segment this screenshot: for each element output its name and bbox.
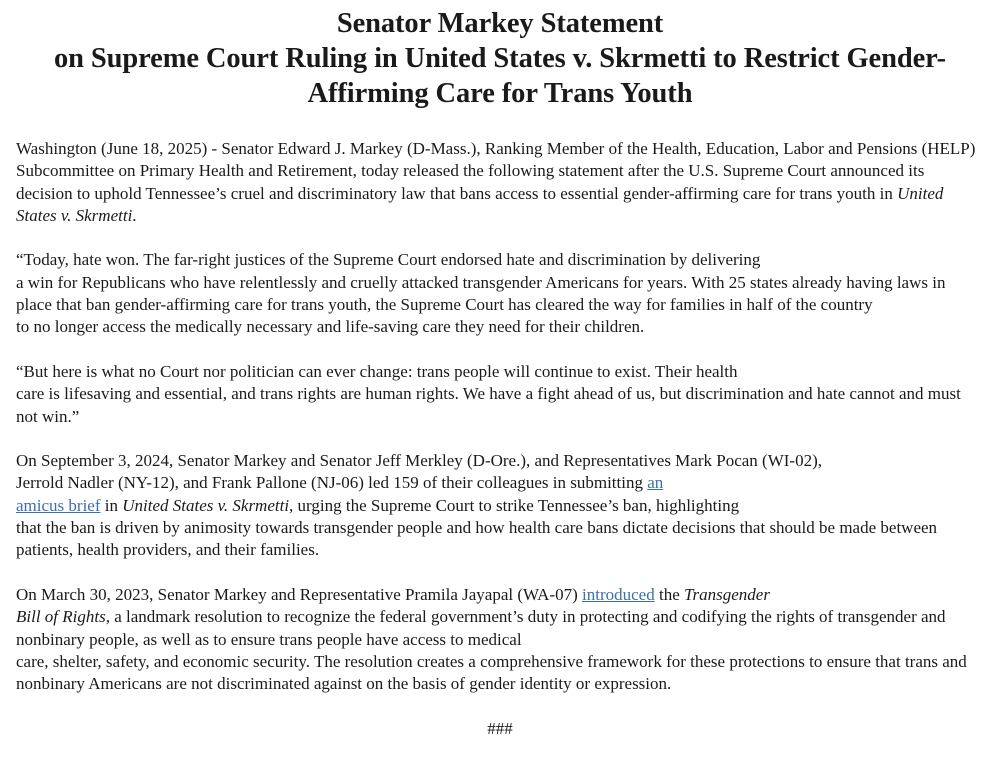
amicus-line-2 (16, 472, 984, 494)
bill-line-1 (16, 584, 984, 606)
amicus-in: in (100, 495, 123, 515)
intro-paragraph (16, 138, 984, 227)
intro-end: . (132, 205, 137, 225)
intro-text: Washington (June 18, 2025) - Senator Edward J. Markey (D-Mass.), Ranking Member of the Health, Education, Labor and Pensions (HELP) Subcommittee on Primary Health and Retirement, today released the following statement after the U.S. Supreme Court announced its decision to uphold Tennessee’s cruel and discriminatory law that bans access to essential gender-affirming care for trans youth in (16, 139, 976, 203)
bill-title-italic-2: Bill of Rights (16, 607, 106, 627)
statement-body (16, 138, 984, 740)
amicus-line-4: that the ban is driven by animosity towards transgender people and how health care bans dictate decisions that should be made between patients, health providers, and their families. (16, 518, 938, 560)
amicus-line-3-text: , urging the Supreme Court to strike Tennessee’s ban, highlighting (289, 495, 740, 515)
amicus-line-2-text: Jerrold Nadler (NY-12), and Frank Pallone (NJ-06) led 159 of their colleagues in submitting (16, 473, 648, 493)
title-line-2: on Supreme Court Ruling in United States v. Skrmetti to Restrict Gender- (53, 43, 947, 74)
quote1-line-3: to no longer access the medically necessary and life-saving care they need for their children. (16, 317, 645, 337)
bill-title-italic-1: Transgender (684, 584, 770, 604)
amicus-line-1: On September 3, 2024, Senator Markey and Senator Jeff Merkley (D-Ore.), and Representatives Mark Pocan (WI-02), (16, 451, 822, 471)
title-line-3: Affirming Care for Trans Youth (307, 78, 693, 109)
amicus-line-3 (16, 495, 984, 517)
case-name-2: United States v. Skrmetti (122, 495, 290, 515)
amicus-brief-link-part-2[interactable]: amicus brief (16, 495, 101, 515)
amicus-brief-link-part-1[interactable]: an (647, 473, 664, 493)
bill-the: the (654, 584, 685, 604)
page-title (16, 6, 984, 111)
title-line-1: Senator Markey Statement (336, 8, 664, 39)
quote1-line-2: a win for Republicans who have relentlessly and cruelly attacked transgender Americans for years. With 25 states already having laws in place that ban gender-affirming care for trans youth, the Supreme Court has cleared the way for families in half of the country (16, 272, 946, 315)
quote-paragraph-2 (16, 361, 984, 428)
bill-line-1-text: On March 30, 2023, Senator Markey and Representative Pramila Jayapal (WA-07) (16, 584, 583, 604)
bill-line-3: care, shelter, safety, and economic security. The resolution creates a comprehensive framework for these protections to ensure that trans and nonbinary Americans are not discriminated against on the basis of gender identity or expression. (16, 651, 967, 694)
end-mark: ### (487, 718, 513, 738)
quote2-line-2: care is lifesaving and essential, and trans rights are human rights. We have a fight ahead of us, but discrimination and hate cannot and must not win.” (16, 384, 961, 426)
bill-line-2 (16, 606, 984, 651)
bill-of-rights-paragraph (16, 584, 984, 695)
case-name: United States v. Skrmetti (16, 183, 944, 225)
bill-line-2-text: , a landmark resolution to recognize the federal government’s duty in protecting and codifying the rights of transgender and nonbinary people, as well as to ensure trans people have access to medical (16, 607, 946, 649)
quote1-line-1: “Today, hate won. The far-right justices of the Supreme Court endorsed hate and discrimination by delivering (16, 250, 761, 270)
amicus-paragraph (16, 450, 984, 561)
quote-paragraph-1 (16, 249, 984, 338)
introduced-link[interactable]: introduced (582, 584, 655, 604)
quote2-line-1: “But here is what no Court nor politician can ever change: trans people will continue to exist. Their health (16, 361, 738, 381)
